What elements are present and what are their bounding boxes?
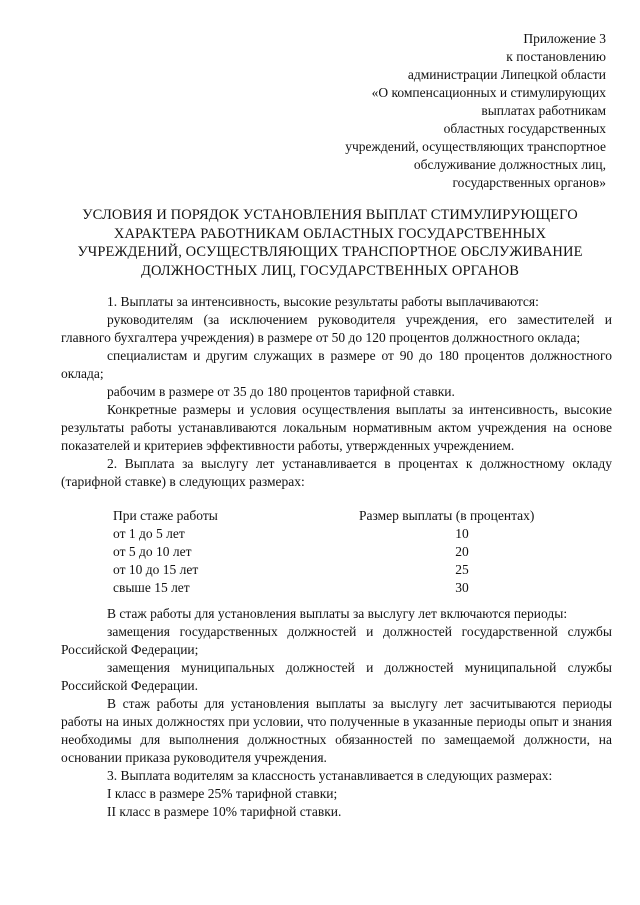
title-line: ХАРАКТЕРА РАБОТНИКАМ ОБЛАСТНЫХ ГОСУДАРСТВЕННЫХ — [113, 225, 547, 242]
table-row-value: 25 — [455, 562, 469, 577]
table-row-label: от 10 до 15 лет — [113, 562, 199, 577]
paragraph-6: 2. Выплата за выслугу лет устанавливается в процентах к должностному окладу (тарифной ставке) в следующих размерах: — [61, 456, 612, 489]
table-row-value: 10 — [455, 526, 469, 541]
appendix-line: выплатах работникам — [481, 103, 606, 118]
paragraph-7: В стаж работы для установления выплаты за выслугу лет включаются периоды: — [107, 606, 568, 621]
table-column-experience — [113, 507, 218, 597]
table-row-label: свыше 15 лет — [113, 580, 190, 595]
document-title — [60, 206, 600, 280]
appendix-line: обслуживание должностных лиц, — [413, 157, 606, 172]
appendix-line: к постановлению — [506, 49, 606, 64]
table-row-value: 20 — [455, 544, 469, 559]
table-row-label: от 1 до 5 лет — [113, 526, 185, 541]
paragraph-8: замещения государственных должностей и должностей государственной службы Российской Федерации; — [61, 624, 612, 657]
paragraph-2: руководителям (за исключением руководителя учреждения, его заместителей и главного бухгалтера учреждения) в размере от 50 до 120 процентов должностного оклада; — [61, 312, 612, 345]
table-row-value: 30 — [455, 580, 469, 595]
seniority-table — [61, 507, 612, 597]
paragraph-13: II класс в размере 10% тарифной ставки. — [107, 804, 342, 819]
appendix-line: учреждений, осуществляющих транспортное — [345, 139, 606, 154]
appendix-line: администрации Липецкой области — [407, 67, 606, 82]
title-line: ДОЛЖНОСТНЫХ ЛИЦ, ГОСУДАРСТВЕННЫХ ОРГАНОВ — [140, 262, 520, 279]
table-header-percent-text: Размер выплаты (в процентах) — [359, 508, 535, 523]
appendix-block — [276, 30, 606, 192]
table-column-values — [441, 525, 483, 597]
paragraph-9: замещения муниципальных должностей и должностей муниципальной службы Российской Федерации. — [61, 660, 612, 693]
document-body — [61, 293, 612, 821]
appendix-line: Приложение 3 — [523, 31, 606, 46]
table-header-percent — [359, 507, 534, 525]
appendix-line: областных государственных — [443, 121, 606, 136]
paragraph-12: I класс в размере 25% тарифной ставки; — [107, 786, 338, 801]
paragraph-10: В стаж работы для установления выплаты за выслугу лет засчитываются периоды работы на иных должностях при условии, что полученные в указанные периоды опыт и знания необходимы для выполнения должностных обязанностей по замещаемой должности, на основании приказа руководителя учреждения. — [61, 696, 612, 765]
paragraph-11: 3. Выплата водителям за классность устанавливается в следующих размерах: — [107, 768, 553, 783]
appendix-line: государственных органов» — [452, 175, 606, 190]
title-line: УСЛОВИЯ И ПОРЯДОК УСТАНОВЛЕНИЯ ВЫПЛАТ СТИМУЛИРУЮЩЕГО — [82, 207, 578, 223]
paragraph-5: Конкретные размеры и условия осуществления выплаты за интенсивность, высокие результаты работы устанавливаются локальным нормативным актом учреждения на основе показателей и критериев эффективности работы, утвержденных учреждением. — [61, 402, 612, 453]
paragraph-4: рабочим в размере от 35 до 180 процентов тарифной ставки. — [107, 384, 455, 399]
table-header-experience: При стаже работы — [113, 508, 218, 523]
paragraph-1: 1. Выплаты за интенсивность, высокие результаты работы выплачиваются: — [107, 294, 539, 309]
appendix-line: «О компенсационных и стимулирующих — [371, 85, 606, 100]
paragraph-3: специалистам и другим служащих в размере от 90 до 180 процентов должностного оклада; — [61, 348, 612, 381]
table-row-label: от 5 до 10 лет — [113, 544, 192, 559]
title-line: УЧРЕЖДЕНИЙ, ОСУЩЕСТВЛЯЮЩИХ ТРАНСПОРТНОЕ ОБСЛУЖИВАНИЕ — [77, 244, 583, 260]
